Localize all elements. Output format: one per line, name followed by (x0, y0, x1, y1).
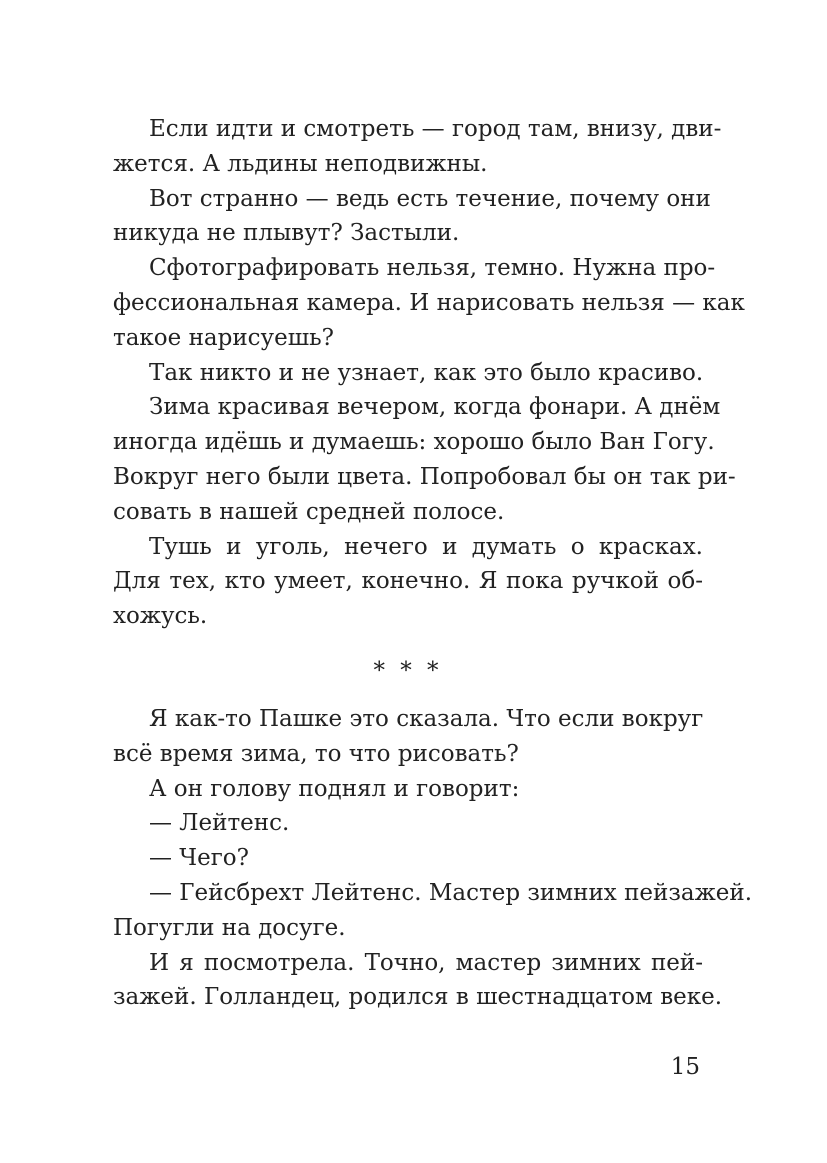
page-number: 15 (670, 1054, 700, 1080)
text-line: Зима красивая вечером, когда фонари. А днём (149, 394, 721, 421)
text-line: иногда идёшь и думаешь: хорошо было Ван Гогу. (113, 429, 715, 456)
text-line: фессиональная камера. И нарисовать нельзя — как (113, 289, 745, 316)
text-line: Сфотографировать нельзя, темно. Нужна про- (149, 255, 716, 282)
section-separator: * * * (373, 658, 443, 684)
text-line: Так никто и не узнает, как это было красиво. (149, 359, 704, 386)
text-line: зажей. Голландец, родился в шестнадцатом веке. (113, 984, 723, 1011)
text-line: хожусь. (113, 603, 208, 630)
text-line: жется. А льдины неподвижны. (113, 150, 488, 177)
text-line: никуда не плывут? Застыли. (113, 220, 460, 247)
text-line: Если идти и смотреть — город там, внизу, дви- (149, 116, 722, 142)
text-section-1 (113, 112, 745, 634)
text-line: — Гейсбрехт Лейтенс. Мастер зимних пейзажей. (149, 879, 753, 906)
text-section-2 (113, 702, 753, 1015)
text-line: Тушь и уголь, нечего и думать о красках. (149, 533, 703, 560)
text-line: Я как-то Пашке это сказала. Что если вокруг (149, 706, 704, 732)
text-line: Вот странно — ведь есть течение, почему они (149, 185, 711, 212)
text-line: И я посмотрела. Точно, мастер зимних пей- (149, 949, 703, 976)
text-line: такое нарисуешь? (113, 324, 334, 351)
text-line: Погугли на досуге. (113, 914, 346, 941)
text-line: — Чего? (149, 845, 249, 872)
text-line: совать в нашей средней полосе. (113, 498, 505, 525)
text-line: Вокруг него были цвета. Попробовал бы он так ри- (113, 463, 736, 490)
text-line: — Лейтенс. (149, 810, 290, 837)
text-line: А он голову поднял и говорит: (149, 775, 520, 802)
text-line: Для тех, кто умеет, конечно. Я пока ручкой об- (113, 568, 703, 595)
text-line: всё время зима, то что рисовать? (113, 740, 519, 767)
